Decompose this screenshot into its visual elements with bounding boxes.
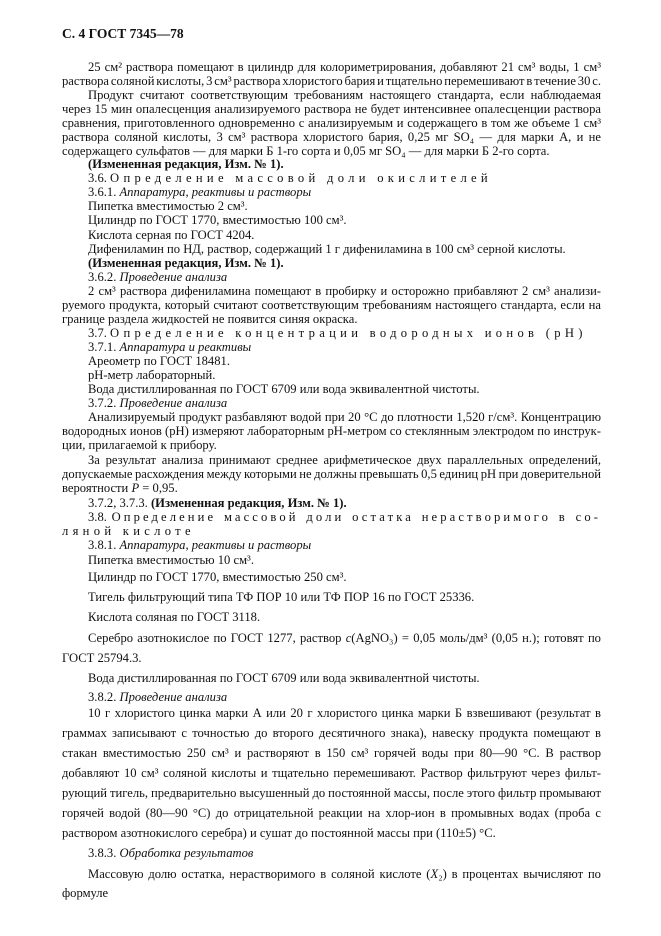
- subsection-title: Обработка результатов: [119, 846, 254, 860]
- subsection-title: Аппаратура, реактивы и растворы: [119, 185, 312, 199]
- text-line: [88, 199, 248, 213]
- text-line: [88, 538, 311, 552]
- text-segment: через 15 мин опалесценция анализируемого раствора не будет интенсивнее опалесценции раствора: [62, 102, 601, 116]
- text-segment: 3.6.: [88, 171, 111, 185]
- text-line: [88, 284, 601, 298]
- text-line: [88, 846, 253, 860]
- text-segment: 25 см² раствора помещают в цилиндр для колориметрирования, добавляют 21 см³ воды, 1 см³: [88, 60, 601, 74]
- text-segment: 3.8.1.: [88, 538, 120, 552]
- text-line: [88, 570, 347, 584]
- subsection-title: c: [345, 631, 352, 645]
- text-line: [88, 157, 284, 171]
- text-segment: Пипетка вместимостью 10 см³.: [88, 553, 254, 567]
- text-segment: Дифениламин по НД, раствор, содержащий 1 г дифениламина в 100 см³ серной кислоты.: [88, 242, 566, 256]
- text-segment: содержащего сульфатов — для марки Б 1-го сорта и 0,05 мг SO₄ — для марки Б 2-го сорта.: [62, 144, 550, 158]
- amendment-note: (Измененная редакция, Изм. № 1).: [88, 256, 284, 270]
- text-line: [88, 242, 566, 256]
- text-line: [88, 553, 254, 567]
- text-line: [88, 88, 601, 102]
- text-line: [62, 481, 178, 495]
- text-line: [88, 610, 260, 624]
- subsection-title: Проведение анализа: [119, 690, 228, 704]
- text-segment: стакан вместимостью 250 см³ и растворяют в 150 см³ горячей воды при 80—90 °С. В раствор: [62, 746, 601, 760]
- text-line: [62, 786, 601, 800]
- text-line: [62, 298, 601, 312]
- text-segment: раствора соляной кислоты, 3 см³ раствора хлористого бария, 0,25 мг SO₄ — для марки А, и не: [62, 130, 601, 144]
- text-line: [62, 826, 496, 840]
- text-line: [62, 746, 601, 760]
- text-segment: допускаемые расхождения между которыми не должны превышать 0,5 единиц pH при доверительной: [62, 467, 601, 481]
- text-line: [88, 453, 601, 467]
- section-heading: ляной кислоте: [62, 524, 195, 538]
- text-segment: Серебро азотнокислое по ГОСТ 1277, раствор: [88, 631, 346, 645]
- text-segment: ₂) в процентах вычисляют по: [438, 867, 601, 881]
- subsection-title: P: [131, 481, 140, 495]
- text-line: [88, 340, 251, 354]
- text-segment: руемого продукта, который считают соответствующим требованиям настоящего стандарта, если на: [62, 298, 601, 312]
- text-segment: 3.7.2, 3.7.3.: [88, 496, 151, 510]
- text-line: [88, 60, 601, 74]
- text-segment: ции, прилагаемой к прибору.: [62, 438, 217, 452]
- text-segment: Пипетка вместимостью 2 см³.: [88, 199, 248, 213]
- text-segment: 3.8.: [88, 510, 112, 524]
- amendment-note: (Измененная редакция, Изм. № 1).: [88, 157, 284, 171]
- text-segment: вероятности: [62, 481, 132, 495]
- text-segment: Продукт считают соответствующим требованиям настоящего стандарта, если наблюдаемая: [88, 88, 601, 102]
- text-line: [88, 867, 601, 881]
- text-segment: водородных ионов (pH) измеряют лабораторным pH-метром со стеклянным электродом по инструк-: [62, 424, 601, 438]
- text-segment: (AgNO₃) = 0,05 моль/дм³ (0,05 н.); готовят по: [351, 631, 601, 645]
- text-segment: Ареометр по ГОСТ 18481.: [88, 354, 230, 368]
- text-line: [88, 171, 492, 185]
- text-segment: 3.7.1.: [88, 340, 120, 354]
- text-line: [88, 270, 227, 284]
- text-line: [88, 590, 474, 604]
- text-segment: горячей водой (80—90 °С) до отрицательной реакции на хлор-ион в промывных водах (проба с: [62, 806, 601, 820]
- text-line: [88, 510, 601, 524]
- text-line: [88, 354, 230, 368]
- subsection-title: Проведение анализа: [119, 270, 228, 284]
- text-segment: 3.6.1.: [88, 185, 120, 199]
- text-line: [62, 424, 601, 438]
- text-line: [62, 116, 601, 130]
- text-segment: Массовую долю остатка, нерастворимого в соляной кислоте (: [88, 867, 431, 881]
- text-segment: 2 см³ раствора дифениламина помещают в пробирку и осторожно прибавляют 2 см³ анализи-: [88, 284, 601, 298]
- text-segment: Кислота серная по ГОСТ 4204.: [88, 228, 255, 242]
- text-line: [88, 631, 601, 645]
- text-segment: 10 г хлористого цинка марки А или 20 г хлористого цинка марки Б взвешивают (результат в: [88, 706, 601, 720]
- text-segment: Анализируемый продукт разбавляют водой при 20 °С до плотности 1,520 г/см³. Концентрацию: [88, 410, 601, 424]
- text-line: [88, 496, 347, 510]
- text-line: [88, 671, 480, 685]
- text-line: [62, 886, 108, 900]
- text-line: [88, 256, 284, 270]
- text-line: [88, 706, 601, 720]
- text-line: [62, 467, 601, 481]
- subsection-title: Проведение анализа: [119, 396, 228, 410]
- text-segment: Цилиндр по ГОСТ 1770, вместимостью 100 см³.: [88, 213, 347, 227]
- text-segment: 3.8.3.: [88, 846, 120, 860]
- text-segment: = 0,95.: [139, 481, 178, 495]
- text-segment: pH-метр лабораторный.: [88, 368, 216, 382]
- text-line: [88, 326, 587, 340]
- text-segment: Цилиндр по ГОСТ 1770, вместимостью 250 см³.: [88, 570, 347, 584]
- text-line: [62, 438, 217, 452]
- text-segment: раствора соляной кислоты, 3 см³ раствора хлористого бария и тщательно перемешивают в течение 30 с.: [62, 74, 601, 88]
- text-line: [62, 651, 142, 665]
- text-segment: рующий тигель, предварительно высушенный до постоянной массы, после этого фильтр промывают: [62, 786, 601, 800]
- text-line: [88, 213, 347, 227]
- text-line: [88, 396, 227, 410]
- text-line: [88, 410, 601, 424]
- text-segment: граммах записывают с точностью до второго десятичного знака), навеску продукта помещают в: [62, 726, 601, 740]
- text-line: [88, 228, 254, 242]
- amendment-note: (Измененная редакция, Изм. № 1).: [150, 496, 347, 510]
- text-line: [88, 690, 227, 704]
- text-segment: Вода дистиллированная по ГОСТ 6709 или вода эквивалентной чистоты.: [88, 671, 480, 685]
- page-header: С. 4 ГОСТ 7345—78: [62, 26, 184, 41]
- text-segment: формуле: [62, 886, 109, 900]
- subsection-title: X: [430, 867, 439, 881]
- text-line: [88, 185, 311, 199]
- text-line: [62, 74, 601, 88]
- text-line: [62, 130, 601, 144]
- text-line: [88, 382, 480, 396]
- text-line: [62, 766, 601, 780]
- text-segment: Вода дистиллированная по ГОСТ 6709 или вода эквивалентной чистоты.: [88, 382, 480, 396]
- text-segment: сравнения, приготовленного одновременно с анализируемым и содержащего в том же объеме 1 см³: [62, 116, 601, 130]
- text-segment: ГОСТ 25794.3.: [62, 651, 142, 665]
- text-segment: добавляют 10 см³ соляной кислоты и тщательно перемешивают. Раствор фильтруют через фильт-: [62, 766, 601, 780]
- text-segment: 3.7.: [88, 326, 111, 340]
- text-segment: Тигель фильтрующий типа ТФ ПОР 10 или ТФ ПОР 16 по ГОСТ 25336.: [88, 590, 475, 604]
- section-heading: Определение массовой доли остатка нерастворимого в со-: [111, 510, 602, 524]
- text-line: [88, 368, 215, 382]
- text-segment: границе раздела жидкостей не появится синяя окраска.: [62, 312, 358, 326]
- text-line: [62, 144, 550, 158]
- text-line: [62, 524, 195, 538]
- text-line: [62, 726, 601, 740]
- text-segment: 3.6.2.: [88, 270, 120, 284]
- text-segment: За результат анализа принимают среднее арифметическое двух параллельных определений,: [88, 453, 601, 467]
- text-line: [62, 806, 601, 820]
- text-line: [62, 312, 357, 326]
- subsection-title: Аппаратура, реактивы и растворы: [119, 538, 312, 552]
- text-segment: 3.7.2.: [88, 396, 120, 410]
- text-segment: раствором азотнокислого серебра) и сушат до постоянной массы при (110±5) °С.: [62, 826, 496, 840]
- section-heading: Определение массовой доли окислителей: [110, 171, 492, 185]
- subsection-title: Аппаратура и реактивы: [119, 340, 252, 354]
- text-segment: Кислота соляная по ГОСТ 3118.: [88, 610, 261, 624]
- text-segment: 3.8.2.: [88, 690, 120, 704]
- text-line: [62, 102, 601, 116]
- section-heading: Определение концентрации водородных ионов (pH): [110, 326, 587, 340]
